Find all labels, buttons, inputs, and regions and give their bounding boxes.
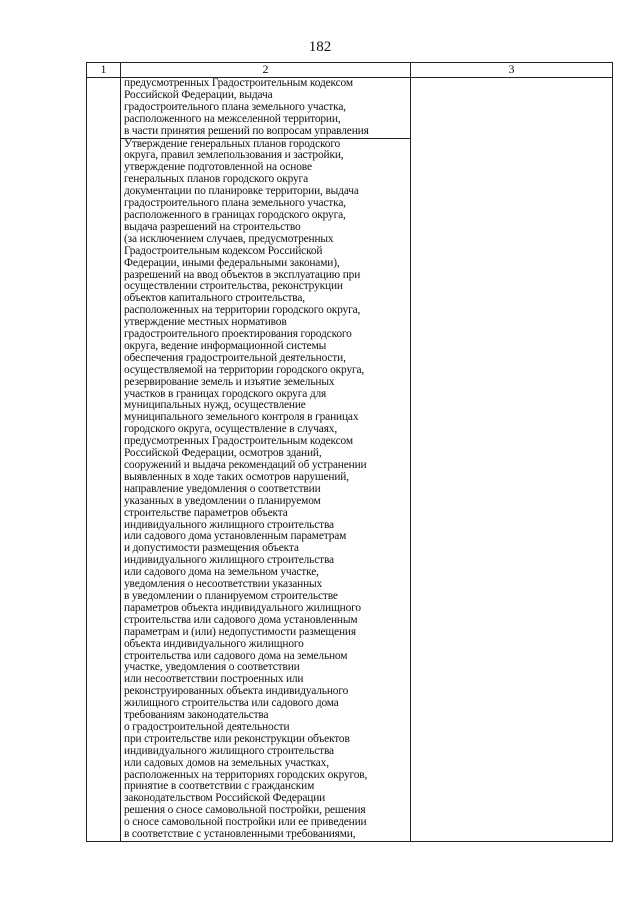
- main-powers-text-line: объекта индивидуального жилищного: [124, 637, 304, 650]
- main-powers-text-line: участке, уведомления о соответствии: [124, 661, 300, 674]
- column-header-2: 2: [121, 63, 411, 78]
- main-powers-text-line: генеральных планов городского округа: [124, 173, 308, 186]
- main-powers-text-line: требованиям законодательства: [124, 709, 269, 722]
- main-powers-text-line: расположенного в границах городского округа,: [124, 208, 346, 221]
- main-powers-text-line: расположенных на территориях городских округов,: [124, 768, 368, 781]
- main-powers-text-line: градостроительного проектирования городского: [124, 328, 352, 341]
- main-powers-text-line: обеспечения градостроительной деятельности,: [124, 351, 346, 364]
- main-powers-text-line: параметрам и (или) недопустимости размещения: [124, 625, 356, 638]
- main-powers-text-line: выявленных в ходе таких осмотров нарушений,: [124, 470, 349, 483]
- column-header-3: 3: [411, 63, 613, 78]
- main-powers-text-line: Утверждение генеральных планов городского: [124, 137, 341, 150]
- main-powers-text: [121, 138, 410, 841]
- main-powers-text-line: индивидуального жилищного строительства: [124, 744, 334, 757]
- continuation-text-line: Российской Федерации, выдача: [124, 88, 273, 101]
- main-powers-text-line: направление уведомления о соответствии: [124, 482, 321, 495]
- main-powers-text-line: сооружений и выдача рекомендаций об устранении: [124, 459, 367, 471]
- powers-table: [86, 62, 613, 842]
- main-powers-text-line: в соответствие с установленными требованиями,: [124, 828, 356, 841]
- main-powers-text-line: или садовых домов на земельных участках,: [124, 756, 329, 769]
- main-powers-text-line: градостроительного плана земельного участка,: [124, 197, 346, 210]
- continuation-text: [121, 78, 410, 138]
- main-powers-text-line: и допустимости размещения объекта: [124, 542, 299, 555]
- main-powers-text-line: указанных в уведомлении о планируемом: [124, 494, 321, 507]
- main-powers-text-line: объектов капитального строительства,: [124, 292, 305, 305]
- page-number: 182: [308, 39, 332, 55]
- main-powers-text-line: или садового дома установленным параметрам: [124, 530, 347, 543]
- continuation-text-line: предусмотренных Градостроительным кодексом: [124, 77, 353, 89]
- main-powers-text-line: выдача разрешений на строительство: [124, 220, 301, 233]
- column-1-cell: [87, 78, 121, 842]
- main-powers-text-line: или несоответствии построенных или: [124, 673, 304, 686]
- main-powers-text-line: округа, правил землепользования и застройки,: [124, 149, 344, 162]
- main-powers-text-line: (за исключением случаев, предусмотренных: [124, 232, 334, 245]
- main-powers-text-line: Российской Федерации, осмотров зданий,: [124, 447, 322, 460]
- continuation-text-line: в части принятия решений по вопросам управления: [124, 124, 369, 137]
- main-powers-text-line: решения о сносе самовольной постройки, решения: [124, 804, 366, 817]
- table-header-row: [87, 63, 613, 78]
- main-powers-text-line: законодательством Российской Федерации: [124, 792, 326, 805]
- continuation-text-line: градостроительного плана земельного участка,: [124, 100, 346, 113]
- main-powers-text-line: муниципального земельного контроля в границах: [124, 411, 359, 424]
- main-powers-text-line: осуществлении строительства, реконструкции: [124, 280, 343, 293]
- main-powers-text-line: участков в границах городского округа для: [124, 387, 327, 400]
- main-powers-text-line: предусмотренных Градостроительным кодексом: [124, 435, 353, 448]
- main-powers-text-line: утверждение подготовленной на основе: [124, 161, 312, 174]
- main-powers-text-line: о сносе самовольной постройки или ее приведении: [124, 816, 367, 829]
- main-powers-text-line: строительства или садового дома на земельном: [124, 649, 348, 662]
- main-powers-text-line: индивидуального жилищного строительства: [124, 554, 334, 567]
- main-powers-text-line: резервирование земель и изъятие земельных: [124, 375, 335, 388]
- main-powers-text-line: осуществляемой на территории городского округа,: [124, 363, 365, 376]
- main-powers-text-line: округа, ведение информационной системы: [124, 339, 327, 352]
- main-powers-text-line: параметров объекта индивидуального жилищного: [124, 601, 361, 614]
- main-powers-text-line: принятие в соответствии с гражданским: [124, 780, 315, 793]
- main-powers-text-line: в уведомлении о планируемом строительстве: [124, 589, 338, 602]
- main-powers-text-line: или садового дома на земельном участке,: [124, 566, 319, 579]
- main-powers-text-line: о градостроительной деятельности: [124, 720, 290, 733]
- main-powers-text-line: жилищного строительства или садового дома: [124, 697, 339, 710]
- main-powers-text-line: утверждение местных нормативов: [124, 316, 287, 329]
- main-powers-text-line: документации по планировке территории, выдача: [124, 185, 359, 198]
- continuation-text-line: расположенного на межселенной территории,: [124, 112, 341, 125]
- main-powers-text-line: городского округа, осуществление в случаях,: [124, 423, 338, 436]
- main-powers-text-line: строительства или садового дома установленным: [124, 613, 358, 626]
- table-body-row: [87, 78, 613, 842]
- main-powers-text-line: Градостроительным кодексом Российской: [124, 244, 323, 257]
- main-powers-text-line: муниципальных нужд, осуществление: [124, 399, 306, 412]
- main-powers-text-line: разрешений на ввод объектов в эксплуатацию при: [124, 268, 361, 281]
- main-powers-text-line: расположенных на территории городского округа,: [124, 304, 361, 317]
- main-powers-text-line: реконструированных объекта индивидуального: [124, 685, 349, 698]
- main-powers-text-line: Федерации, иными федеральными законами),: [124, 256, 340, 269]
- main-powers-text-line: индивидуального жилищного строительства: [124, 518, 334, 531]
- column-header-1: 1: [87, 63, 121, 78]
- column-3-cell: [411, 78, 613, 842]
- main-powers-text-line: при строительстве или реконструкции объектов: [124, 732, 350, 745]
- column-2-cell: [121, 78, 411, 842]
- main-powers-text-line: уведомления о несоответствии указанных: [124, 578, 323, 591]
- main-powers-text-line: строительстве параметров объекта: [124, 506, 288, 519]
